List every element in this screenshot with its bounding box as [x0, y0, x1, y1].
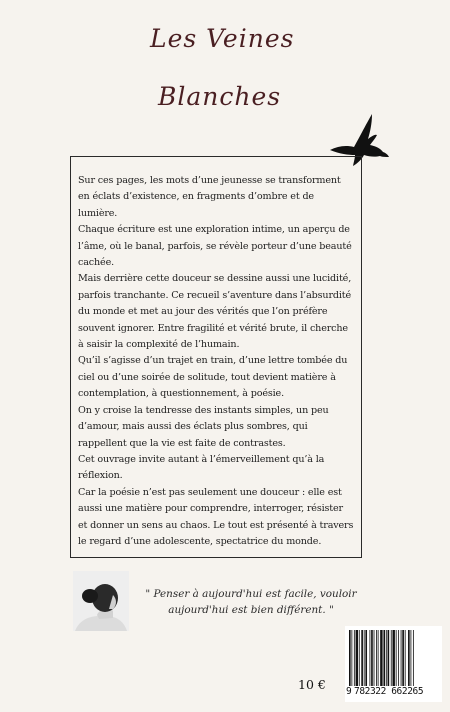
- author-quote: " Penser à aujourd'hui est facile, vouloir aujourd'hui est bien différent. ": [145, 588, 357, 616]
- blurb-paragraph: On y croise la tendresse des instants simples, un peu d’amour, mais aussi des éclats plus sombres, qui rappellent que la vie est faite de contrastes.: [78, 404, 329, 449]
- blurb-paragraph: Qu’il s’agisse d’un trajet en train, d’une lettre tombée du ciel ou d’une soirée de solitude, tout devient matière à contemplation, à questionnement, à poésie.: [78, 355, 348, 400]
- price-label: 10 €: [298, 677, 326, 692]
- back-cover-text-box: [70, 156, 362, 558]
- barcode: [345, 626, 442, 702]
- blurb-paragraph: Chaque écriture est une exploration intime, un aperçu de l’âme, où le banal, parfois, se révèle porteur d’une beauté cachée.: [78, 224, 352, 269]
- author-photo-icon: [73, 571, 129, 631]
- blurb-paragraph: Mais derrière cette douceur se dessine aussi une lucidité, parfois tranchante. Ce recueil s’aventure dans l’absurdité du monde et met au jour des vérités que l’on préfère souvent ignorer. Entre fragilité et vérité brute, il cherche à saisir la complexité de l’humain.: [78, 273, 352, 351]
- blurb-paragraph: Sur ces pages, les mots d’une jeunesse se transforment en éclats d’existence, en fragments d’ombre et de lumière.: [78, 175, 341, 219]
- barcode-lead-digit: 9: [346, 686, 352, 697]
- book-title-line-1: Les Veines: [150, 24, 295, 53]
- blurb-paragraph: Car la poésie n’est pas seulement une douceur : elle est aussi une matière pour comprendre, interroger, résister et donner un sens au chaos. Le tout est présenté à travers le regard d’une adolescente, spectatrice du monde.: [78, 486, 354, 547]
- blurb-paragraph: Cet ouvrage invite autant à l’émerveillement qu’à la réflexion.: [78, 453, 325, 482]
- barcode-digits: 782322 662265: [354, 686, 424, 697]
- book-title-line-2: Blanches: [158, 82, 282, 111]
- blurb-text: [78, 173, 354, 550]
- barcode-icon: [348, 630, 439, 686]
